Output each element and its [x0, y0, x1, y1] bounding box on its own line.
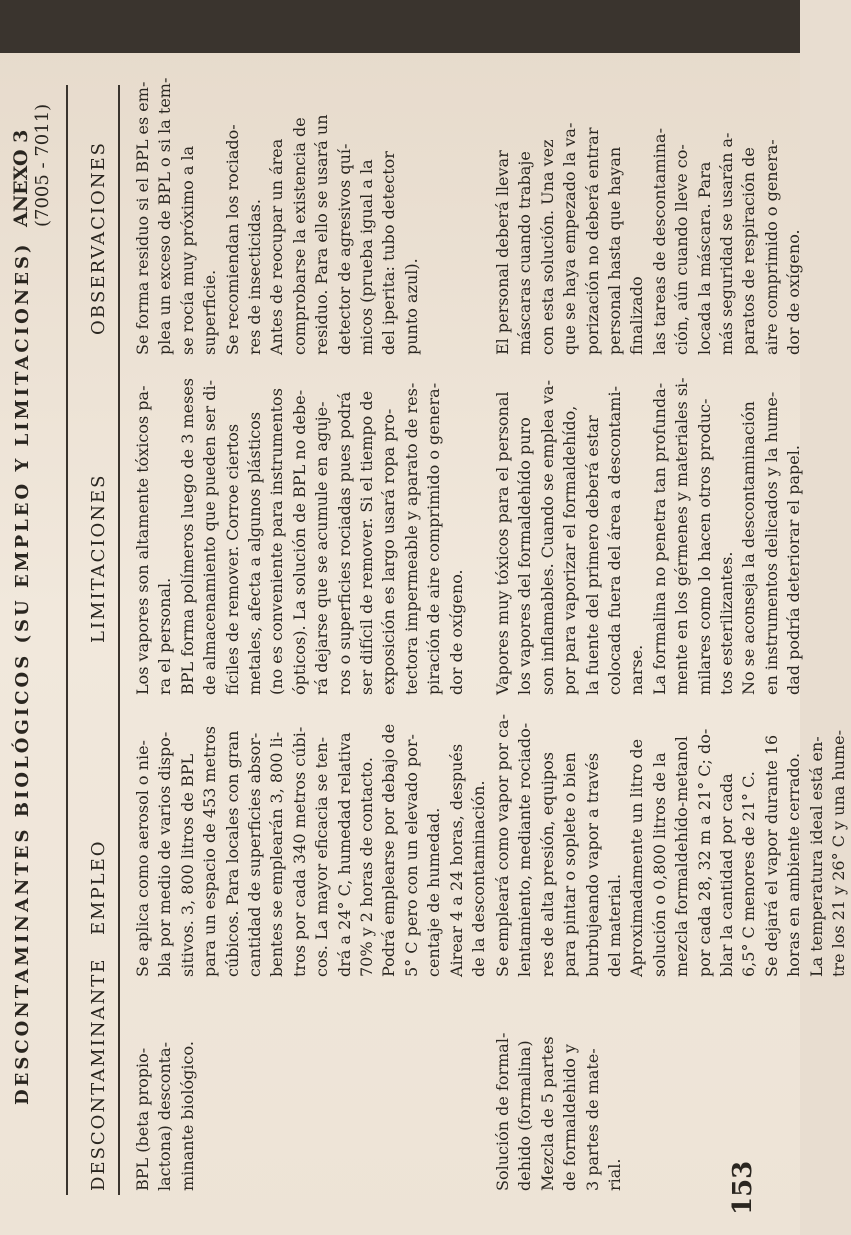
text-line: La temperatura ideal está en-	[806, 736, 826, 977]
text-line: de formaldehido y	[560, 1044, 580, 1191]
text-line: de la descontaminación.	[469, 780, 489, 977]
text-line: narse.	[627, 644, 647, 695]
text-line: los vapores del formaldehído puro	[515, 417, 535, 695]
text-line: 3 partes de mate-	[582, 1048, 602, 1191]
text-line: Antes de reocupar un área	[267, 138, 287, 355]
text-line: milares como lo hacen otros produc-	[694, 398, 714, 695]
text-line: BPL forma polímeros luego de 3 meses	[177, 377, 197, 695]
text-line: bentes se emplearán 3, 800 li-	[267, 731, 287, 977]
text-line: lentamiento, mediante rociado-	[515, 722, 535, 977]
row-formaldehyde-use	[492, 657, 851, 977]
text-line: ser difícil de remover. Si el tiempo de	[357, 390, 377, 695]
text-line: lactona) desconta-	[155, 1041, 175, 1191]
table-header-rule	[118, 85, 120, 1195]
text-line: en instrumentos delicados y la hume-	[761, 391, 781, 695]
text-line: son inflamables. Cuando se emplea va-	[537, 380, 557, 695]
page-number: 153	[728, 1160, 758, 1215]
text-line: 5° C pero con un elevado por-	[401, 734, 421, 977]
text-line: paratos de respiración de	[739, 147, 759, 355]
text-line: dad podría deteriorar el papel.	[784, 445, 804, 695]
text-line: burbujeando vapor a través	[582, 752, 602, 977]
text-line: sitivos. 3, 800 litros de BPL	[177, 753, 197, 977]
text-line: 70% y 2 horas de contacto.	[357, 757, 377, 977]
text-line: por para vaporizar el formaldehído,	[560, 405, 580, 695]
text-line: res de alta presión, equipos	[537, 752, 557, 977]
text-line: Solución de formal-	[493, 1032, 512, 1191]
text-line: rial.	[605, 1158, 625, 1191]
column-header-use: EMPLEO	[88, 839, 109, 935]
text-line: del material.	[605, 873, 625, 977]
text-line: minante biológico.	[177, 1041, 197, 1191]
text-line: superficie.	[200, 269, 220, 355]
text-line: aire comprimido o genera-	[761, 139, 781, 355]
text-line: detector de agresivos quí-	[334, 143, 354, 355]
text-line: mezcla formaldehído-metanol	[672, 736, 692, 977]
column-header-decontaminant: DESCONTAMINANTE	[88, 957, 109, 1191]
text-line: colocada fuera del área a descontami-	[605, 386, 625, 695]
text-line: Se empleará como vapor por ca-	[493, 714, 512, 977]
text-line: Podrá emplearse por debajo de	[379, 723, 399, 977]
text-line: tre los 21 y 26° C y una hume-	[829, 729, 849, 977]
text-line: micos (prueba igual a la	[357, 159, 377, 355]
text-line: punto azul).	[401, 258, 421, 355]
text-line: blar la cantidad por cada	[717, 773, 737, 977]
table-top-rule	[66, 85, 68, 1195]
text-line: las tareas de descontamina-	[649, 128, 669, 355]
text-line: de almacenamiento que pueden ser di-	[200, 379, 220, 695]
text-line: solución o 0,800 litros de la	[649, 752, 669, 977]
row-bpl-limitations	[132, 335, 468, 695]
text-line: tos esterilizantes.	[717, 551, 737, 695]
text-line: personal hasta que hayan finalizado	[605, 146, 647, 355]
text-line: tros por cada 340 metros cúbi-	[289, 726, 309, 977]
text-line: que se haya empezado la va-	[560, 122, 580, 355]
text-line: Se aplica como aerosol o nie-	[133, 740, 152, 977]
binding-edge	[0, 0, 800, 53]
row-formaldehyde-decontaminant	[492, 991, 626, 1191]
text-line: 6,5° C menores de 21° C.	[739, 771, 759, 977]
text-line: mente en los gérmenes y materiales si-	[672, 377, 692, 695]
page-title: DESCONTAMINANTES BIOLÓGICOS (SU EMPLEO Y LIMITACIONES)	[12, 241, 33, 1105]
text-line: fíciles de remover. Corroe ciertos	[222, 423, 242, 695]
text-line: BPL (beta propio-	[133, 1047, 152, 1191]
text-line: se rocía muy próximo a la	[177, 145, 197, 355]
text-line: ópticos). La solución de BPL no debe-	[289, 389, 309, 695]
text-line: drá a 24° C, humedad relativa	[334, 732, 354, 977]
text-line: bla por medio de varios dispo-	[155, 731, 175, 977]
text-line: para un espacio de 453 metros	[200, 726, 220, 977]
text-line: res de insecticidas.	[245, 199, 265, 355]
text-line: por cada 28, 32 m a 21° C; do-	[694, 728, 714, 977]
text-line: Se forma residuo si el BPL es em-	[133, 81, 152, 355]
text-line: Airear 4 a 24 horas, después	[446, 743, 466, 977]
text-line: Se recomiendan los rociado-	[222, 124, 242, 355]
annex-number: ANEXO 3	[10, 129, 32, 227]
text-line: la fuente del primero deberá estar	[582, 415, 602, 695]
text-line: dor de oxígeno.	[446, 569, 466, 695]
row-bpl-use	[132, 657, 491, 977]
text-line: porización no deberá entrar	[582, 127, 602, 355]
text-line: Vapores muy tóxicos para el personal	[493, 391, 512, 695]
column-header-limitations: LIMITACIONES	[88, 473, 109, 643]
text-line: máscaras cuando trabaje	[515, 151, 535, 355]
column-header-observations: OBSERVACIONES	[88, 140, 109, 335]
text-line: con esta solución. Una vez	[537, 139, 557, 355]
text-line: rá dejarse que se acumule en aguje-	[312, 401, 332, 695]
text-line: locada la máscara. Para	[694, 161, 714, 355]
row-bpl-decontaminant	[132, 991, 199, 1191]
annex-label	[10, 104, 54, 227]
text-line: metales, afecta a algunos plásticos	[245, 411, 265, 695]
text-line: El personal deberá llevar	[493, 150, 512, 355]
text-line: dehido (formalina)	[515, 1040, 535, 1191]
text-line: más seguridad se usarán a-	[717, 132, 737, 355]
text-line: (no es conveniente para instrumentos	[267, 388, 287, 695]
text-line: exposición es largo usará ropa pro-	[379, 408, 399, 695]
text-line: centaje de humedad.	[424, 807, 444, 977]
text-line: No se aconseja la descontaminación	[739, 401, 759, 695]
text-line: ción, aún cuando lleve co-	[672, 144, 692, 355]
text-line: Aproximadamente un litro de	[627, 738, 647, 977]
row-formaldehyde-observations	[492, 65, 806, 355]
row-formaldehyde-limitations	[492, 335, 806, 695]
text-line: cos. La mayor eficacia se ten-	[312, 736, 332, 977]
text-line: plea un exceso de BPL o si la tem-	[155, 77, 175, 355]
text-line: del iperita: tubo detector	[379, 151, 399, 355]
row-bpl-observations	[132, 65, 423, 355]
annex-range: (7005 - 7011)	[32, 103, 53, 227]
text-line: cúbicos. Para locales con gran	[222, 730, 242, 977]
text-line: ra el personal.	[155, 577, 175, 695]
text-line: Mezcla de 5 partes	[537, 1036, 557, 1191]
text-line: piración de aire comprimido o genera-	[424, 382, 444, 695]
text-line: para pintar o soplete o bien	[560, 752, 580, 977]
text-line: residuo. Para ello se usará un	[312, 114, 332, 355]
text-line: Se dejará el vapor durante 16	[761, 734, 781, 977]
text-line: ros o superficies rociadas pues podrá	[334, 391, 354, 695]
text-line: comprobarse la existencia de	[289, 117, 309, 355]
text-line: horas en ambiente cerrado.	[784, 752, 804, 977]
text-line: tectora impermeable y aparato de res-	[401, 382, 421, 695]
text-line: cantidad de superficies absor-	[245, 732, 265, 977]
text-line: Los vapores son altamente tóxicos pa-	[133, 385, 152, 695]
text-line: La formalina no penetra tan profunda-	[649, 382, 669, 695]
text-line: dor de oxígeno.	[784, 229, 804, 355]
